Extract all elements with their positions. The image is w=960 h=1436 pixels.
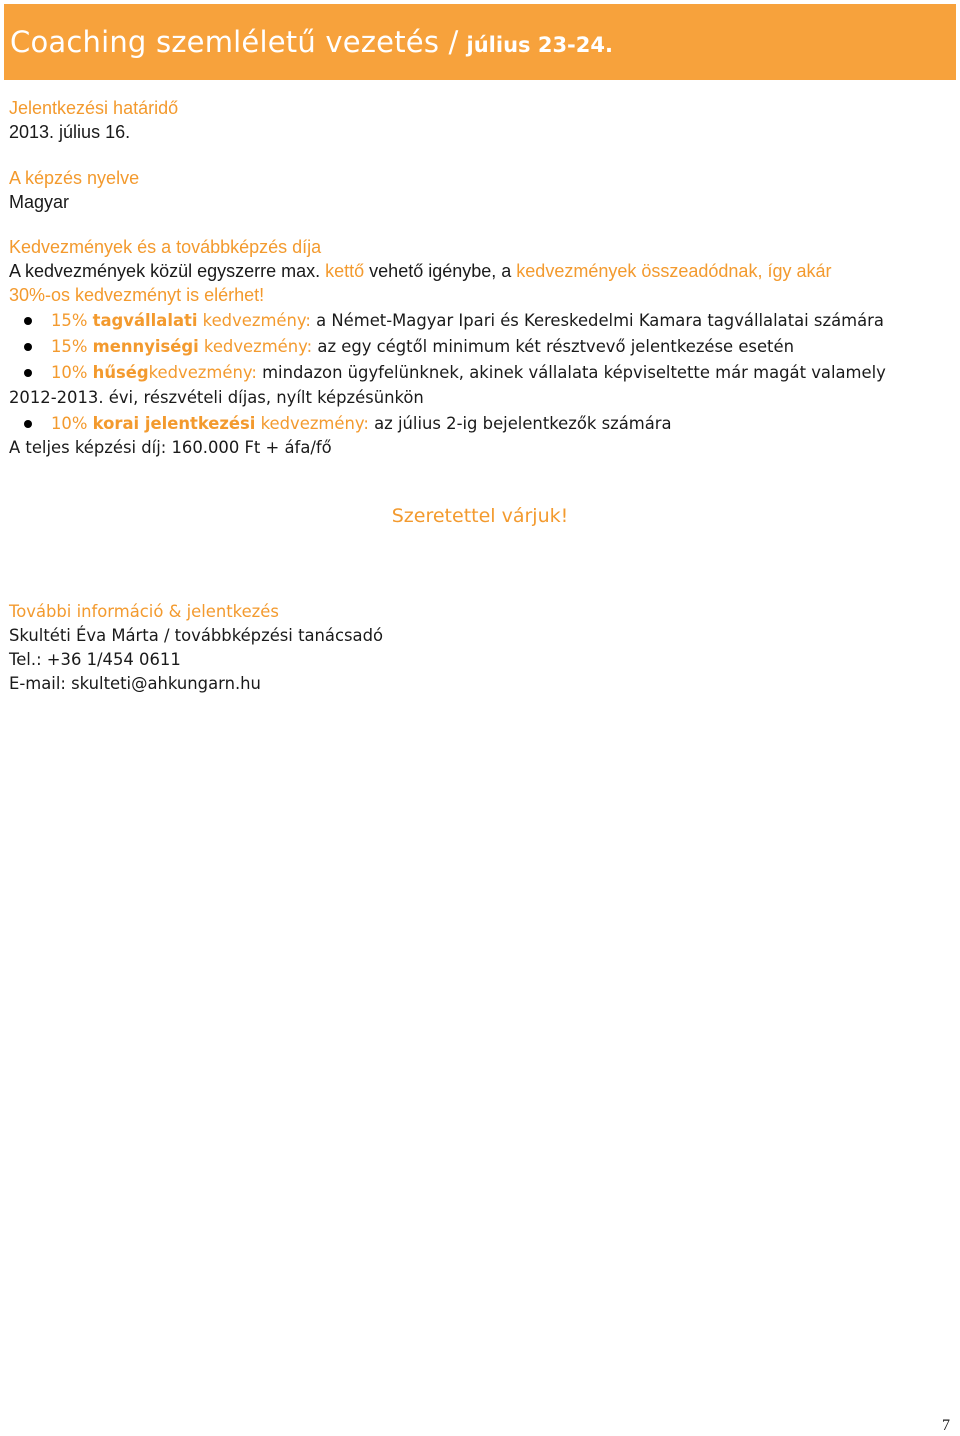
discounts-intro-line2: 30%-os kedvezményt is elérhet! <box>9 285 265 305</box>
discount-type: mennyiségi <box>92 337 199 356</box>
list-item <box>9 308 959 333</box>
language-value: Magyar <box>9 192 70 212</box>
list-item <box>9 360 959 410</box>
discount-type: tagvállalati <box>92 311 198 330</box>
intro-text-2: vehető igénybe, a <box>364 261 517 281</box>
discount-type: hűség <box>92 363 149 382</box>
contact-name: Skultéti Éva Márta / továbbképzési tanácsadó <box>9 626 384 645</box>
discounts-intro <box>9 259 957 283</box>
discount-percent: 15% <box>51 311 93 330</box>
bullet-icon <box>24 317 32 325</box>
intro-highlight-kettő: kettő <box>325 261 365 281</box>
bullet-icon <box>24 420 32 428</box>
deadline-label: Jelentkezési határidő <box>9 98 179 118</box>
list-item <box>9 411 959 436</box>
discount-description: a Német-Magyar Ipari és Kereskedelmi Kamara tagvállalatai számára <box>310 311 884 330</box>
discount-percent: 10% <box>51 363 93 382</box>
welcome-text: Szeretettel várjuk! <box>391 505 569 527</box>
deadline-value: 2013. július 16. <box>9 122 131 142</box>
title-banner <box>4 4 956 80</box>
language-label: A képzés nyelve <box>9 168 140 188</box>
list-item <box>9 334 959 359</box>
course-date: július 23-24. <box>466 33 613 57</box>
contact-label: További információ & jelentkezés <box>9 602 279 621</box>
bullet-icon <box>24 343 32 351</box>
page-number: 7 <box>942 1417 950 1434</box>
total-fee: A teljes képzési díj: 160.000 Ft + áfa/fő <box>9 438 332 457</box>
bullet-icon <box>24 369 32 377</box>
discount-word: kedvezmény: <box>198 337 313 356</box>
discount-word: kedvezmény: <box>197 311 311 330</box>
intro-text-1: A kedvezmények közül egyszerre max. <box>9 261 326 281</box>
discounts-label: Kedvezmények és a továbbképzés díja <box>9 237 322 257</box>
contact-phone: Tel.: +36 1/454 0611 <box>9 650 181 669</box>
language-section <box>9 166 139 214</box>
discount-word: kedvezmény: <box>255 414 369 433</box>
discount-description-continued: 2012-2013. évi, részvételi díjas, nyílt képzésünkön <box>9 388 424 407</box>
discount-type: korai jelentkezési <box>92 414 256 433</box>
discounts-section <box>9 235 957 307</box>
contact-email: E-mail: skulteti@ahkungarn.hu <box>9 674 261 693</box>
intro-highlight-osszeadodnak: kedvezmények összeadódnak, így akár <box>516 261 832 281</box>
page-title: Coaching szemléletű vezetés / <box>10 25 459 59</box>
discount-description: mindazon ügyfelünknek, akinek vállalata képviseltette már magát valamely <box>256 363 886 382</box>
discount-word: kedvezmény: <box>148 363 257 382</box>
discount-percent: 15% <box>51 337 93 356</box>
discount-list <box>9 308 959 437</box>
discount-percent: 10% <box>51 414 93 433</box>
discount-description: az egy cégtől minimum két résztvevő jelentkezése esetén <box>312 337 794 356</box>
discount-description: az július 2-ig bejelentkezők számára <box>368 414 672 433</box>
deadline-section <box>9 96 178 144</box>
contact-section <box>9 600 383 696</box>
